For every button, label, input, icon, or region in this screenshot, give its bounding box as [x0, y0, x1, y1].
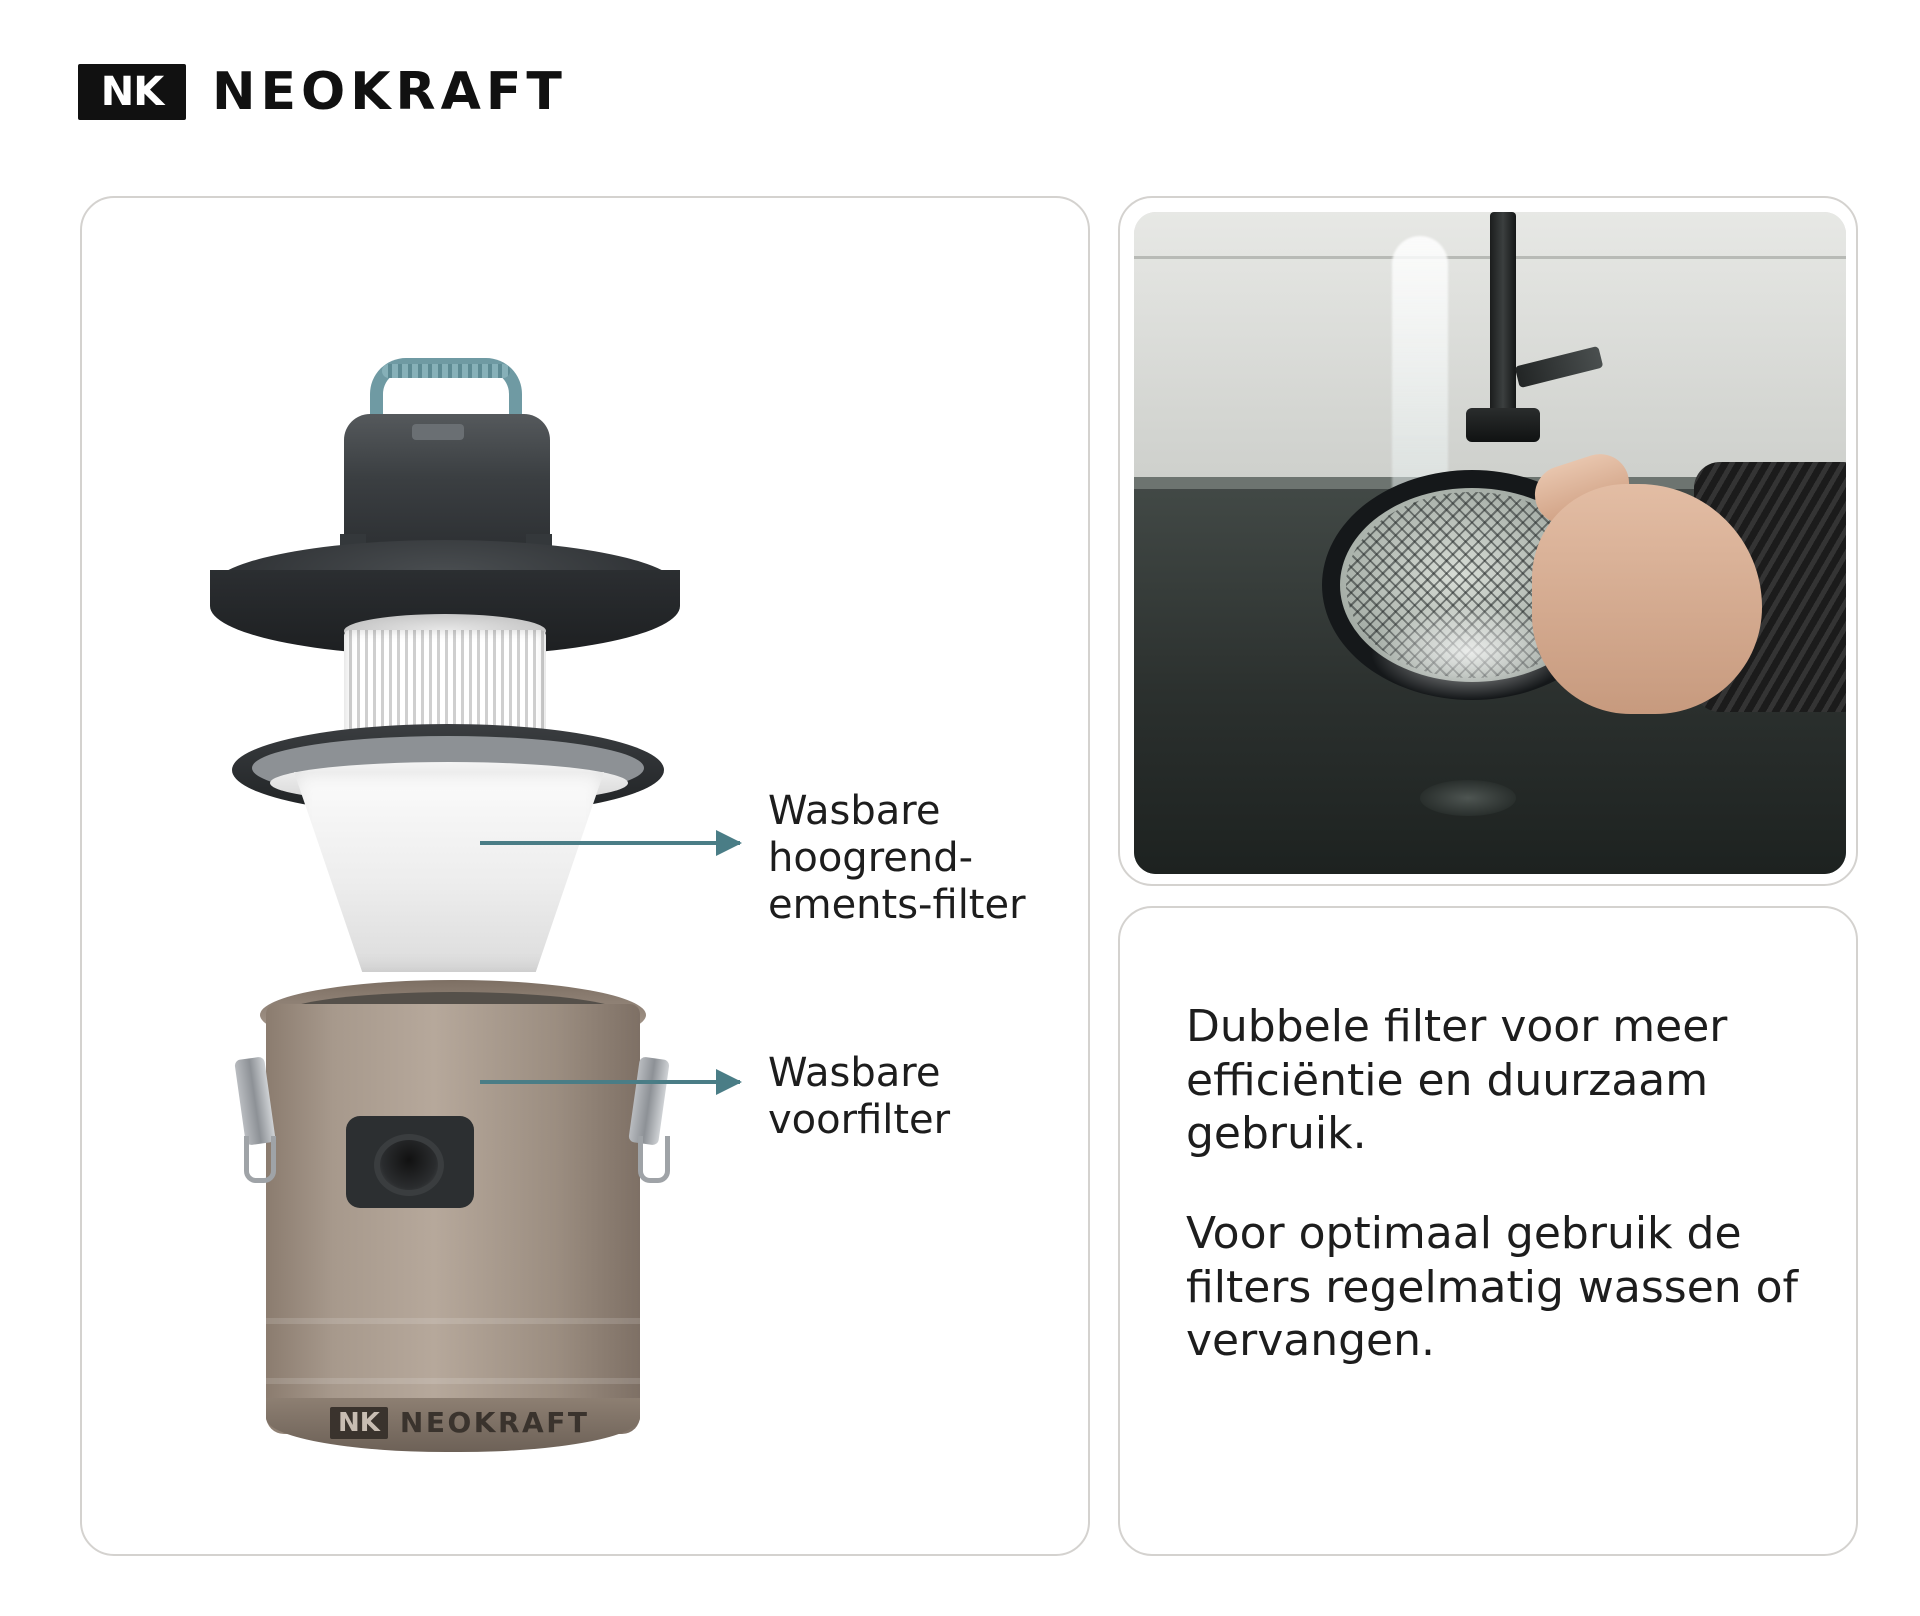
clamp-hook-left: [244, 1136, 276, 1183]
callout-arrow-prefilter-icon: [480, 1080, 740, 1084]
drum-brand-logo: [330, 1406, 589, 1439]
drum-hoop-upper: [266, 1318, 640, 1324]
ash-container-drum: [266, 1004, 640, 1434]
info-paragraph-1: Dubbele filter voor meer efficiëntie en duurzaam gebruik.: [1186, 1001, 1728, 1160]
carry-handle-grip: [382, 364, 510, 378]
clamp-hook-right: [638, 1136, 670, 1183]
brand-mark-letters: NK: [100, 69, 164, 115]
filter-washing-photo: [1134, 212, 1846, 874]
drum-brand-word: NEOKRAFT: [399, 1406, 590, 1439]
pre-filter-bag: [294, 772, 604, 972]
info-text-panel: [1118, 906, 1858, 1556]
hose-inlet-opening: [374, 1134, 444, 1196]
ash-vacuum-illustration: [82, 198, 1088, 1554]
photo-faucet-head: [1466, 408, 1540, 442]
drum-brand-mark: NK: [330, 1407, 388, 1439]
drum-hoop-lower: [266, 1378, 640, 1384]
photo-drain: [1420, 780, 1516, 816]
power-button-icon: [412, 424, 464, 440]
callout-label-prefilter: Wasbare voorfilter: [768, 1050, 951, 1144]
brand-logo: [78, 62, 567, 122]
info-paragraph-2: Voor optimaal gebruik de filters regelmatig wassen of vervangen.: [1186, 1208, 1799, 1367]
brand-mark-icon: [78, 64, 186, 120]
info-text-body: [1186, 1000, 1806, 1368]
brand-wordmark: NEOKRAFT: [212, 62, 567, 122]
photo-faucet-body: [1490, 212, 1516, 422]
callout-label-hepa: Wasbare hoogrend-ements-filter: [768, 788, 1026, 929]
callout-arrow-hepa-icon: [480, 841, 740, 845]
product-diagram-panel: [80, 196, 1090, 1556]
filter-washing-photo-panel: [1118, 196, 1858, 886]
